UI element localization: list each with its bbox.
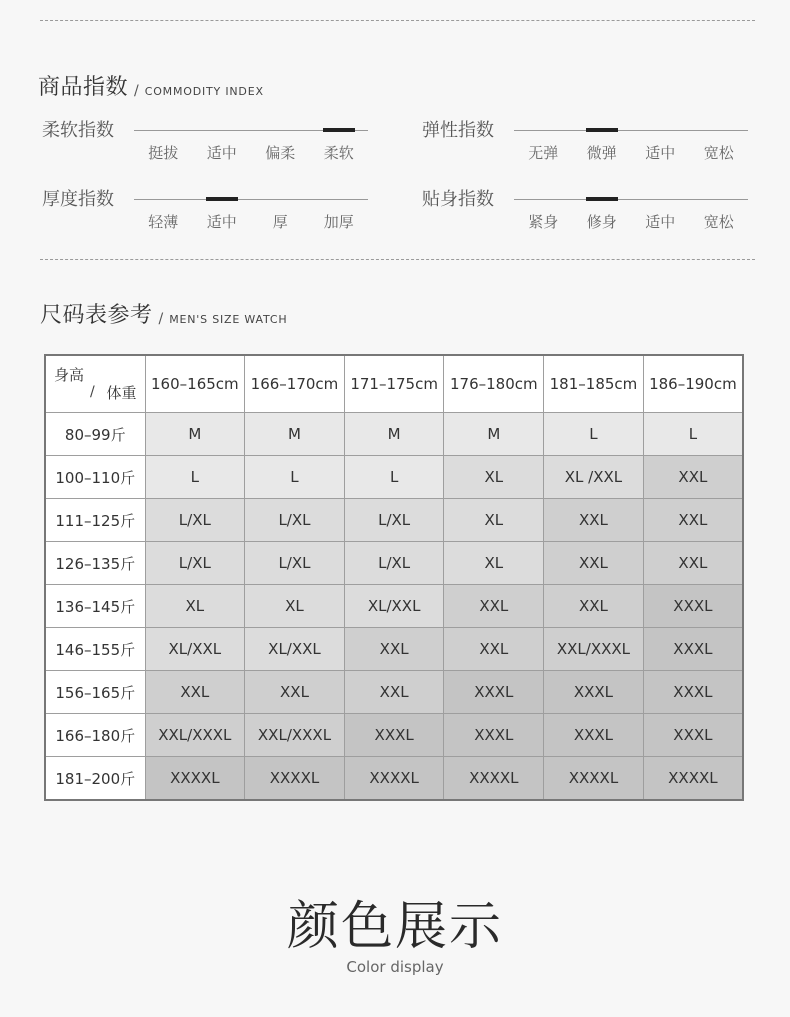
size-cell: L bbox=[245, 456, 345, 499]
size-cell: XXXL bbox=[643, 585, 743, 628]
metric-option: 微弹 bbox=[586, 144, 617, 162]
size-chart-corner bbox=[45, 355, 145, 413]
weight-row-header: 156–165斤 bbox=[45, 671, 145, 714]
size-cell: XXL bbox=[544, 542, 644, 585]
size-cell: XXXL bbox=[643, 714, 743, 757]
size-cell: XL bbox=[145, 585, 245, 628]
height-column-header: 160–165cm bbox=[145, 355, 245, 413]
size-cell: XXL bbox=[643, 499, 743, 542]
weight-row-header: 146–155斤 bbox=[45, 628, 145, 671]
metric-option: 宽松 bbox=[703, 144, 734, 162]
size-cell: L/XL bbox=[145, 542, 245, 585]
size-chart-title: 尺码表参考 / MEN'S SIZE WATCH bbox=[40, 298, 287, 329]
metric-track bbox=[134, 130, 368, 131]
size-cell: L bbox=[643, 413, 743, 456]
corner-slash: / bbox=[90, 384, 95, 400]
metric-option: 紧身 bbox=[528, 213, 559, 231]
table-row bbox=[45, 714, 743, 757]
size-cell: XL bbox=[245, 585, 345, 628]
weight-row-header: 126–135斤 bbox=[45, 542, 145, 585]
metric-label: 厚度指数 bbox=[42, 189, 114, 210]
table-row bbox=[45, 542, 743, 585]
size-cell: XXL bbox=[344, 628, 444, 671]
metric-label: 贴身指数 bbox=[422, 189, 494, 210]
size-cell: XXXL bbox=[643, 628, 743, 671]
size-cell: XXL/XXXL bbox=[245, 714, 345, 757]
size-cell: L/XL bbox=[344, 499, 444, 542]
size-cell: XXL/XXXL bbox=[544, 628, 644, 671]
fit-index bbox=[422, 185, 782, 235]
size-cell: XXXXL bbox=[544, 757, 644, 801]
commodity-index-title-cn: 商品指数 bbox=[38, 75, 129, 100]
metric-option: 厚 bbox=[272, 213, 288, 231]
weight-row-header: 80–99斤 bbox=[45, 413, 145, 456]
metric-selected-marker bbox=[586, 197, 618, 201]
weight-row-header: 136–145斤 bbox=[45, 585, 145, 628]
size-cell: XXL/XXXL bbox=[145, 714, 245, 757]
size-cell: XXXL bbox=[544, 714, 644, 757]
size-cell: XL bbox=[444, 499, 544, 542]
table-row bbox=[45, 499, 743, 542]
size-chart-title-cn: 尺码表参考 bbox=[40, 303, 153, 328]
top-divider bbox=[40, 20, 755, 21]
height-column-header: 186–190cm bbox=[643, 355, 743, 413]
commodity-index-title: 商品指数 / COMMODITY INDEX bbox=[38, 70, 264, 101]
size-cell: XXL bbox=[344, 671, 444, 714]
size-cell: XL bbox=[444, 456, 544, 499]
metric-option: 轻薄 bbox=[148, 213, 179, 231]
size-cell: XXL bbox=[544, 585, 644, 628]
middle-divider bbox=[40, 259, 755, 260]
size-cell: L bbox=[145, 456, 245, 499]
commodity-index-title-en: COMMODITY INDEX bbox=[144, 85, 264, 98]
size-cell: XL/XXL bbox=[344, 585, 444, 628]
metric-option: 适中 bbox=[645, 213, 676, 231]
size-cell: XXXL bbox=[643, 671, 743, 714]
size-cell: XXXL bbox=[444, 714, 544, 757]
metric-option: 偏柔 bbox=[265, 144, 296, 162]
metric-selected-marker bbox=[323, 128, 355, 132]
corner-weight-label: 体重 bbox=[106, 384, 137, 402]
size-cell: XL/XXL bbox=[245, 628, 345, 671]
metric-track bbox=[514, 199, 748, 200]
height-column-header: 171–175cm bbox=[344, 355, 444, 413]
softness-index bbox=[42, 116, 402, 166]
size-cell: XXXL bbox=[444, 671, 544, 714]
metric-track bbox=[514, 130, 748, 131]
weight-row-header: 100–110斤 bbox=[45, 456, 145, 499]
table-row bbox=[45, 671, 743, 714]
size-cell: XXXXL bbox=[245, 757, 345, 801]
metric-option: 无弹 bbox=[528, 144, 559, 162]
size-cell: M bbox=[245, 413, 345, 456]
elasticity-index bbox=[422, 116, 782, 166]
thickness-index bbox=[42, 185, 402, 235]
weight-row-header: 166–180斤 bbox=[45, 714, 145, 757]
size-cell: L bbox=[344, 456, 444, 499]
size-cell: L bbox=[544, 413, 644, 456]
size-cell: XXL bbox=[444, 628, 544, 671]
metric-selected-marker bbox=[586, 128, 618, 132]
metric-option: 宽松 bbox=[703, 213, 734, 231]
color-display-subtitle: Color display bbox=[346, 958, 444, 976]
size-cell: XXL bbox=[643, 456, 743, 499]
size-cell: XXXL bbox=[544, 671, 644, 714]
metric-option: 挺拔 bbox=[148, 144, 179, 162]
height-column-header: 176–180cm bbox=[444, 355, 544, 413]
metric-option: 适中 bbox=[206, 144, 237, 162]
size-cell: XXXL bbox=[344, 714, 444, 757]
size-cell: XXL bbox=[145, 671, 245, 714]
table-row bbox=[45, 413, 743, 456]
color-display-title: 颜色展示 bbox=[286, 897, 503, 957]
size-cell: XXL bbox=[245, 671, 345, 714]
table-row bbox=[45, 585, 743, 628]
size-chart-title-en: MEN'S SIZE WATCH bbox=[169, 313, 288, 326]
size-cell: L/XL bbox=[245, 542, 345, 585]
size-cell: XXL bbox=[544, 499, 644, 542]
table-row bbox=[45, 757, 743, 801]
metric-selected-marker bbox=[206, 197, 238, 201]
size-cell: L/XL bbox=[344, 542, 444, 585]
metric-option: 加厚 bbox=[323, 213, 354, 231]
size-cell: L/XL bbox=[145, 499, 245, 542]
weight-row-header: 181–200斤 bbox=[45, 757, 145, 801]
metric-option: 柔软 bbox=[323, 144, 354, 162]
weight-row-header: 111–125斤 bbox=[45, 499, 145, 542]
size-cell: XXL bbox=[643, 542, 743, 585]
size-cell: XXL bbox=[444, 585, 544, 628]
size-cell: XL /XXL bbox=[544, 456, 644, 499]
size-chart-header-row bbox=[45, 355, 743, 413]
corner-height-label: 身高 bbox=[54, 366, 85, 384]
height-column-header: 181–185cm bbox=[544, 355, 644, 413]
size-cell: XL bbox=[444, 542, 544, 585]
size-cell: XXXXL bbox=[444, 757, 544, 801]
size-cell: XXXXL bbox=[643, 757, 743, 801]
height-column-header: 166–170cm bbox=[245, 355, 345, 413]
metric-label: 柔软指数 bbox=[42, 120, 114, 141]
table-row bbox=[45, 456, 743, 499]
size-cell: M bbox=[444, 413, 544, 456]
metric-option: 适中 bbox=[206, 213, 237, 231]
metric-option: 适中 bbox=[645, 144, 676, 162]
metric-label: 弹性指数 bbox=[422, 120, 494, 141]
size-cell: XXXXL bbox=[344, 757, 444, 801]
metric-option: 修身 bbox=[586, 213, 617, 231]
table-row bbox=[45, 628, 743, 671]
size-chart-table bbox=[44, 354, 744, 801]
size-cell: M bbox=[145, 413, 245, 456]
metric-track bbox=[134, 199, 368, 200]
size-cell: XL/XXL bbox=[145, 628, 245, 671]
size-cell: M bbox=[344, 413, 444, 456]
size-cell: L/XL bbox=[245, 499, 345, 542]
size-cell: XXXXL bbox=[145, 757, 245, 801]
